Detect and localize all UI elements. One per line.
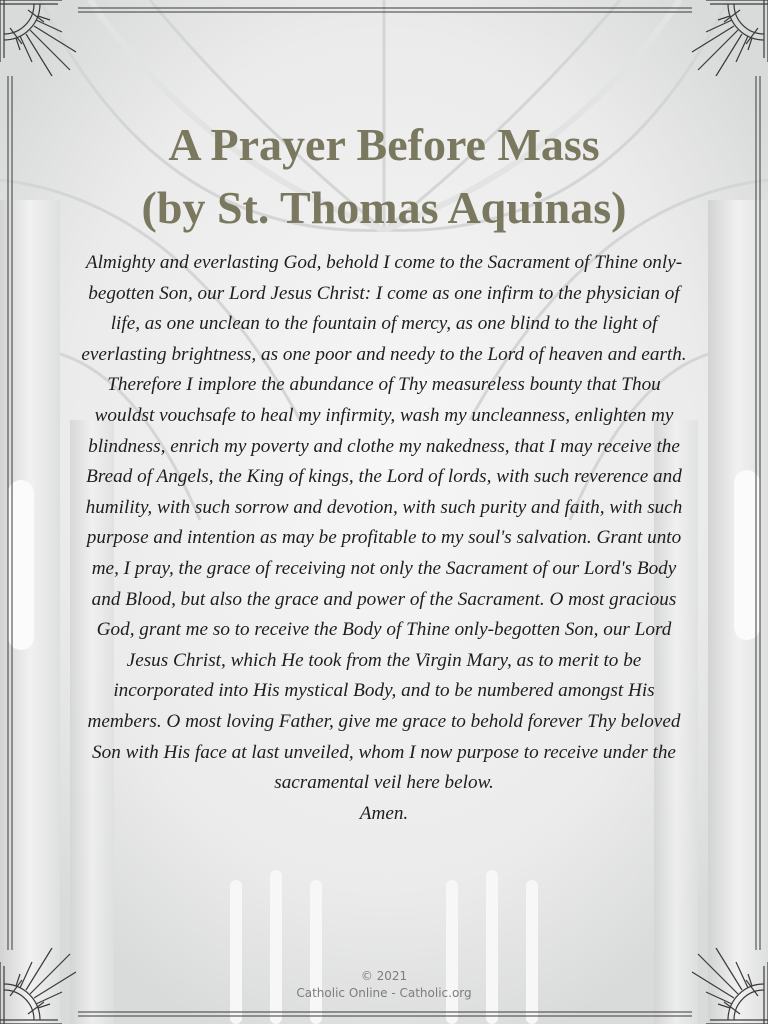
source-text: Catholic Online - Catholic.org (296, 986, 472, 1000)
copyright-text: © 2021 (360, 969, 408, 983)
footer (0, 968, 768, 1002)
prayer-text-block (80, 248, 688, 829)
prayer-closing: Amen. (359, 802, 409, 824)
page-title (0, 113, 768, 239)
sunburst-corner-ornament (0, 0, 76, 76)
prayer-body: Almighty and everlasting God, behold I come to the Sacrament of Thine only-begotten Son, our Lord Jesus Christ: I come as one infirm to the physician of life, as one unclean to the fountain of mercy, as one blind to the light of everlasting brightness, as one poor and needy to the Lord of heaven and earth. Therefore I implore the abundance of Thy measureless bounty that Thou wouldst vouchsafe to heal my infirmity, wash my uncleanness, enlighten my blindness, enrich my poverty and clothe my nakedness, that I may receive the Bread of Angels, the King of kings, the Lord of lords, with such reverence and humility, with such sorrow and devotion, with such purity and faith, with such purpose and intention as may be profitable to my soul's salvation. Grant unto me, I pray, the grace of receiving not only the Sacrament of our Lord's Body and Blood, but also the grace and power of the Sacrament. O most gracious God, grant me so to receive the Body of Thine only-begotten Son, our Lord Jesus Christ, which He took from the Virgin Mary, as to merit to be incorporated into His mystical Body, and to be numbered amongst His members. O most loving Father, give me grace to behold forever Thy beloved Son with His face at last unveiled, whom I now purpose to receive under the sacramental veil here below. (81, 252, 687, 794)
title-line-1: A Prayer Before Mass (168, 118, 600, 170)
title-line-2: (by St. Thomas Aquinas) (141, 181, 627, 233)
